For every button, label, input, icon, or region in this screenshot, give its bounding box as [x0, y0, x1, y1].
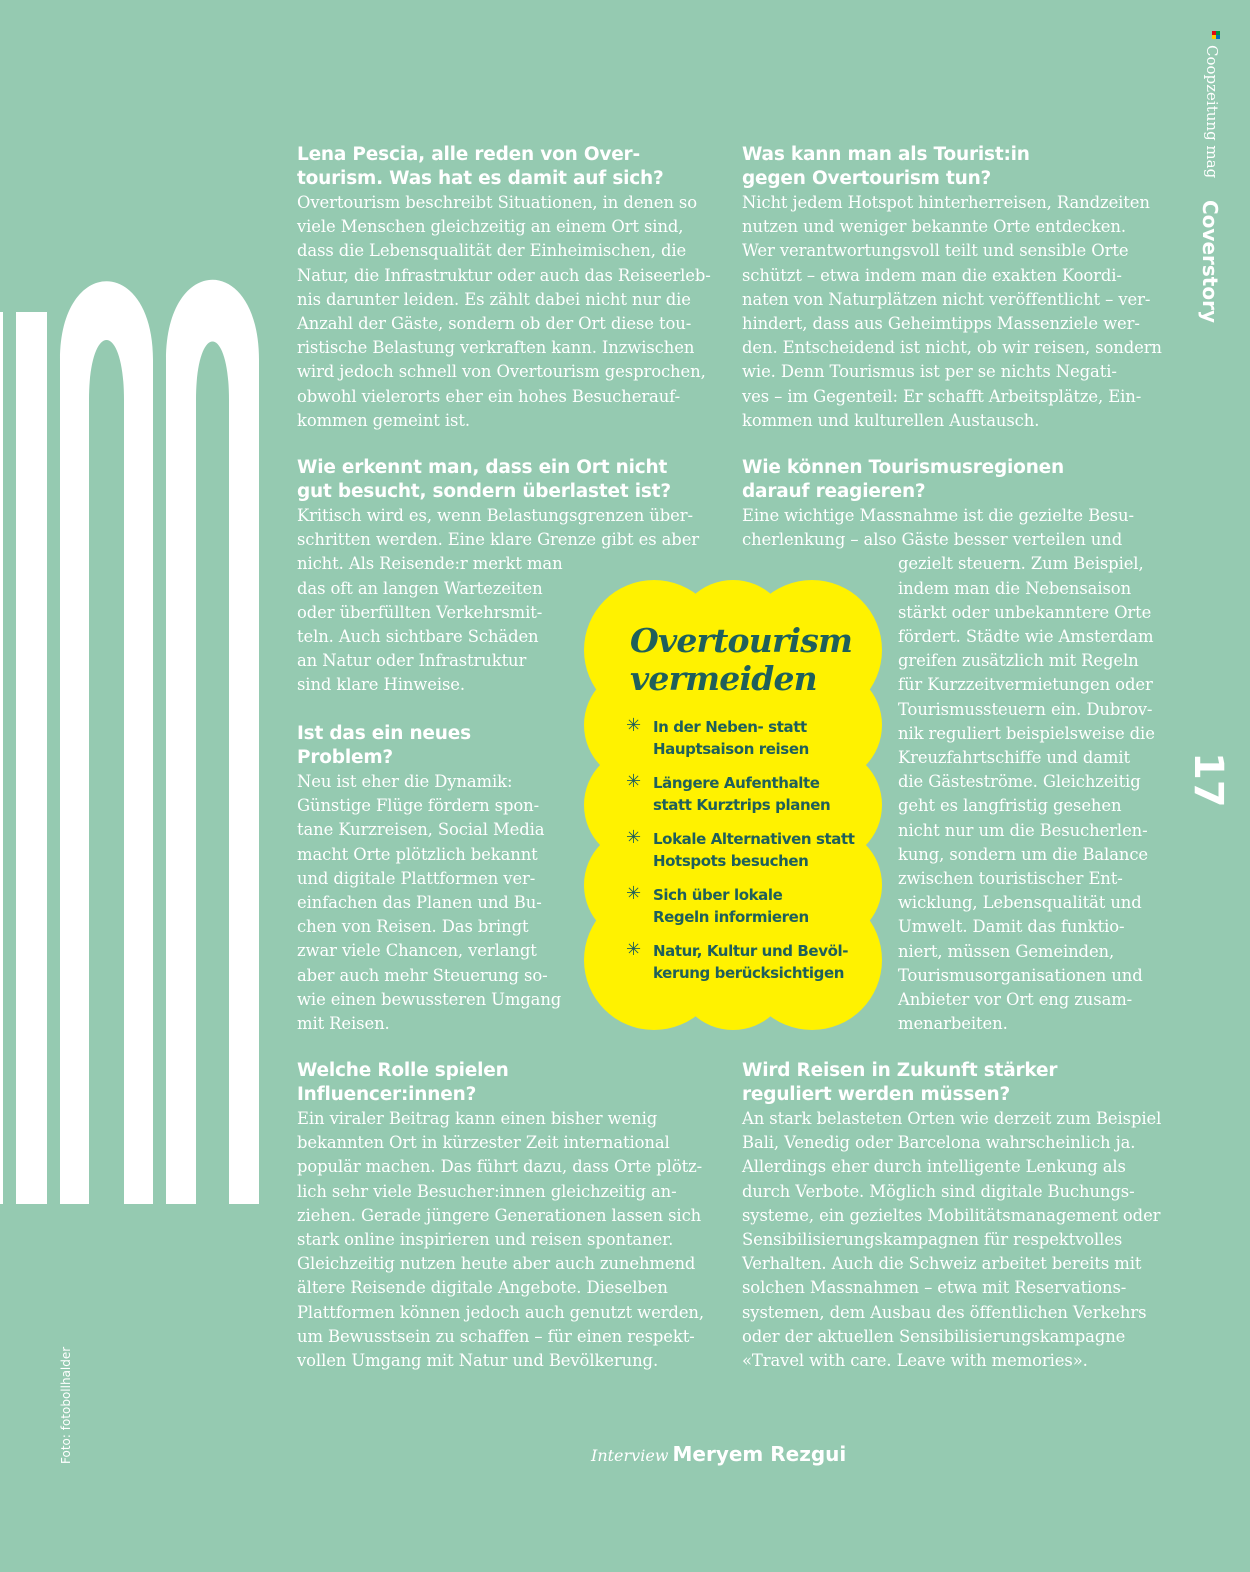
- qa-section: [297, 1059, 722, 1373]
- tip-box-title: Overtourism vermeiden: [630, 621, 853, 698]
- asterisk-icon: ✳: [626, 939, 642, 960]
- qa-section: [742, 1059, 1170, 1373]
- answer-text: Overtourism beschreibt Situationen, in denen so viele Menschen gleichzeitig an einem Ort sind, dass die Lebensqualität der Einheimischen, die Natur, die Infrastruktur oder auch das Reiseerleb- nis darunter leiden. Es zählt dabei nicht nur die Anzahl der Gäste, sondern ob der Ort diese tou- ristische Belastung verkraften kann. Inzwischen wird jedoch schnell von Overtourism gesprochen, obwohl vielerorts eher ein hohes Besucherauf- kommen gemeint ist.: [297, 193, 711, 430]
- tip-list: [626, 716, 876, 996]
- asterisk-icon: ✳: [626, 883, 642, 904]
- running-header: [1198, 45, 1238, 345]
- decorative-arches: [0, 0, 270, 1220]
- brand-dots-icon: [1212, 31, 1220, 39]
- qa-section: [297, 143, 722, 433]
- byline: [591, 1442, 846, 1466]
- byline-role: Interview: [591, 1446, 669, 1465]
- list-item: ✳ Längere Aufenthalte statt Kurztrips planen: [626, 771, 831, 814]
- list-item: ✳ In der Neben- statt Hauptsaison reisen: [626, 715, 809, 758]
- answer-text: Ein viraler Beitrag kann einen bisher wenig bekannten Ort in kürzester Zeit international populär machen. Das führt dazu, dass Orte plötz- lich sehr viele Besucher:innen gleichzeitig an- ziehen. Gerade jüngere Generationen lassen sich stark online inspirieren und reisen spontaner. Gleichzeitig nutzen heute aber auch zunehmend ältere Reisende digitale Angebote. Dieselben Plattformen können jedoch auch genutzt werden, um Bewusstsein zu schaffen – für einen respekt- vollen Umgang mit Natur und Bevölkerung.: [297, 1109, 704, 1371]
- qa-section: [297, 722, 572, 1036]
- question-heading: Ist das ein neues Problem?: [297, 723, 471, 768]
- asterisk-icon: ✳: [626, 715, 642, 736]
- photo-credit: Foto: fotobollhalder: [59, 1346, 73, 1464]
- question-heading: Wird Reisen in Zukunft stärker reguliert werden müssen?: [742, 1060, 1058, 1105]
- qa-section: [742, 143, 1170, 433]
- arch-left: [60, 281, 153, 1204]
- answer-text: Eine wichtige Massnahme ist die gezielte Besu- cherlenkung – also Gäste besser verteilen und gezielt steuern. Zum Beispiel, indem man die Nebensaison stärkt oder unbekanntere Orte fördert. Städte wie Amsterdam greifen zusätzlich mit Regeln für Kurzzeitvermietungen oder Tourismussteuern ein. Dubrov- nik reguliert beispielsweise die Kreuzfahrtschiffe und damit die Gästeströme. Gleichzeitig geht es langfristig gesehen nicht nur um die Besucherlen- kung, sondern um die Balance zwischen touristischer Ent- wicklung, Lebensqualität und Umwelt. Damit das funktio- niert, müssen Gemeinden, Tourismusorganisationen und Anbieter vor Ort eng zusam- menarbeiten.: [742, 506, 1155, 1034]
- asterisk-icon: ✳: [626, 827, 642, 848]
- question-heading: Wie können Tourismusregionen darauf reagieren?: [742, 457, 1064, 502]
- list-item: ✳ Natur, Kultur und Bevöl- kerung berücksichtigen: [626, 939, 849, 982]
- arch-stripe: [16, 312, 47, 1204]
- asterisk-icon: ✳: [626, 771, 642, 792]
- arch-right: [166, 280, 259, 1204]
- question-heading: Welche Rolle spielen Influencer:innen?: [297, 1060, 509, 1105]
- arch-left-edge: [0, 312, 3, 1204]
- question-heading: Wie erkennt man, dass ein Ort nicht gut besucht, sondern überlastet ist?: [297, 457, 671, 502]
- answer-text: Neu ist eher die Dynamik: Günstige Flüge fördern spon- tane Kurzreisen, Social Media macht Orte plötzlich bekannt und digitale Plattformen ver- einfachen das Planen und Bu- chen von Reisen. Das bringt zwar viele Chancen, verlangt aber auch mehr Steuerung so- wie einen bewussteren Umgang mit Reisen.: [297, 772, 562, 1034]
- list-item: ✳ Sich über lokale Regeln informieren: [626, 883, 809, 926]
- page-number: 17: [1185, 752, 1231, 808]
- tip-box: [584, 580, 882, 1030]
- list-item: ✳ Lokale Alternativen statt Hotspots besuchen: [626, 827, 855, 870]
- magazine-name: Coopzeitung mag: [1203, 45, 1221, 179]
- answer-text: An stark belasteten Orten wie derzeit zum Beispiel Bali, Venedig oder Barcelona wahrscheinlich ja. Allerdings eher durch intelligente Lenkung als durch Verbote. Möglich sind digitale Buchungs- systeme, ein gezieltes Mobilitätsmanagement oder Sensibilisierungskampagnen für respektvolles Verhalten. Auch die Schweiz arbeitet bereits mit solchen Massnahmen – etwa mit Reservations- systemen, dem Ausbau des öffentlichen Verkehrs oder der aktuellen Sensibilisierungskampagne «Travel with care. Leave with memories».: [742, 1109, 1162, 1371]
- answer-text: Nicht jedem Hotspot hinterherreisen, Randzeiten nutzen und weniger bekannte Orte entdecken. Wer verantwortungsvoll teilt und sensible Orte schützt – etwa indem man die exakten Koordi- naten von Naturplätzen nicht veröffentlicht – ver- hindert, dass aus Geheimtipps Massenziele wer- den. Entscheidend ist nicht, ob wir reisen, sondern wie. Denn Tourismus ist per se nichts Negati- ves – im Gegenteil: Er schafft Arbeitsplätze, Ein- kommen und kulturellen Austausch.: [742, 193, 1162, 430]
- question-heading: Was kann man als Tourist:in gegen Overtourism tun?: [742, 144, 1030, 189]
- section-name: Coverstory: [1198, 200, 1222, 323]
- byline-author: Meryem Rezgui: [672, 1442, 847, 1466]
- question-heading: Lena Pescia, alle reden von Over- tourism. Was hat es damit auf sich?: [297, 144, 664, 189]
- answer-text: Kritisch wird es, wenn Belastungsgrenzen über- schritten werden. Eine klare Grenze gibt es aber nicht. Als Reisende:r merkt man das oft an langen Wartezeiten oder überfüllten Verkehrsmit- teln. Auch sichtbare Schäden an Natur oder Infrastruktur sind klare Hinweise.: [297, 506, 700, 695]
